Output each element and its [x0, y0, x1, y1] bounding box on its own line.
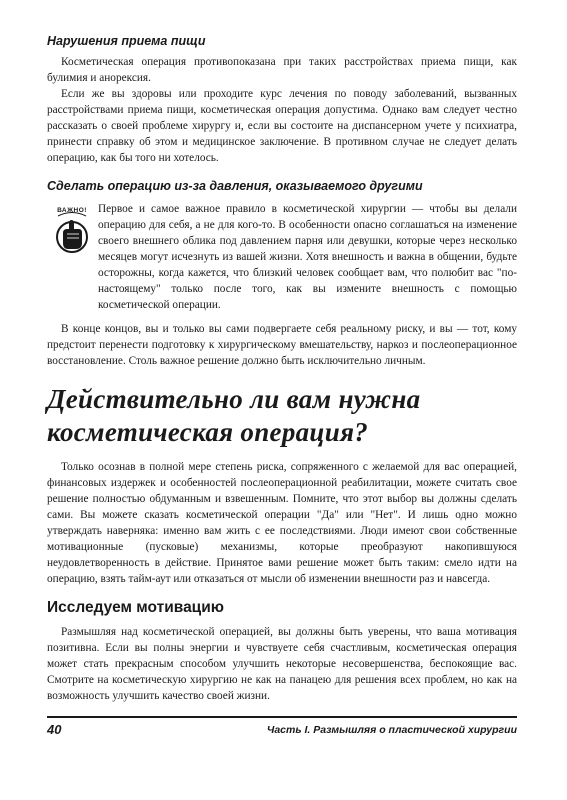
section-heading-motivation: Исследуем мотивацию	[47, 599, 224, 616]
running-footer-title: Часть I. Размышляя о пластической хирургии	[266, 724, 517, 736]
section-heading-eating-disorders: Нарушения приема пищи	[47, 34, 206, 48]
chapter-heading-line2: косметическая операция?	[47, 417, 369, 447]
page-number: 40	[47, 722, 62, 737]
important-hand-icon	[52, 207, 92, 255]
chapter-heading-line1: Действительно ли вам нужна	[47, 384, 421, 414]
page-content	[47, 34, 517, 704]
chapter-heading	[47, 383, 517, 449]
important-icon-label: ВАЖНО!	[57, 207, 87, 214]
paragraph: В конце концов, вы и только вы сами подвергаете себя реальному риску, и вы — тот, кому предстоит перенести подготовку к хирургическому вмешательству, наркоз и послеоперационное восстановление. Столь важное решение должно быть исключительно личным.	[47, 323, 517, 367]
important-note	[47, 201, 517, 313]
note-text: Первое и самое важное правило в косметической хирургии — чтобы вы делали операцию для себя, а не для кого-то. В особенности опасно соглашаться на изменение своего внешнего облика под давлением парня или девушки, которые через несколько месяцев могут исчезнуть из вашей жизни. Хотя внешность и важна в общении, будьте осторожны, когда кажется, что близкий человек сообщает вам, что полюбит вас "по-настоящему" только после того, как вы измените внешность с помощью косметической операции.	[98, 203, 517, 311]
paragraph: Только осознав в полной мере степень риска, сопряженного с желаемой для вас операцией, финансовых издержек и особенностей послеоперационной реабилитации, можете считать свое решение полностью обдуманным и взвешенным. Помните, что этот выбор вы должны сделать сами. Вы можете сказать косметической операции "Да" или "Нет". И лишь одно можно утверждать наверняка: именно вам жить с ее последствиями. Люди имеют свои собственные мотивационные (пусковые) механизмы, которые преобразуют накопившуюся неудовлетворенность в действие. Принятое вами решение может быть таким: смело идти на операцию, взять тайм-аут или отказаться от мысли об изменении внешности раз и навсегда.	[47, 461, 517, 585]
footer-divider	[47, 716, 517, 718]
paragraph: Размышляя над косметической операцией, вы должны быть уверены, что ваша мотивация позитивна. Если вы полны энергии и чувствуете себя счастливым, косметическая операция может стать прекрасным способом улучшить некоторые несовершенства, беспокоящие вас. Смотрите на косметическую хирургию не как на панацею для решения всех проблем, но как на возможность улучшить качество своей жизни.	[47, 626, 517, 702]
section-heading-pressure: Сделать операцию из-за давления, оказываемого другими	[47, 179, 423, 193]
paragraph: Если же вы здоровы или проходите курс лечения по поводу заболеваний, вызванных расстройствами приема пищи, косметическая операция допустима. Однако вам следует честно рассказать о своей проблеме хирургу и, если вы состоите на диспансерном учете у психиатра, принести справку об этом и медицинское заключение. В противном случае не следует делать операцию, как бы того ни хотелось.	[47, 88, 517, 164]
paragraph: Косметическая операция противопоказана при таких расстройствах приема пищи, как булимия и анорексия.	[47, 56, 517, 84]
